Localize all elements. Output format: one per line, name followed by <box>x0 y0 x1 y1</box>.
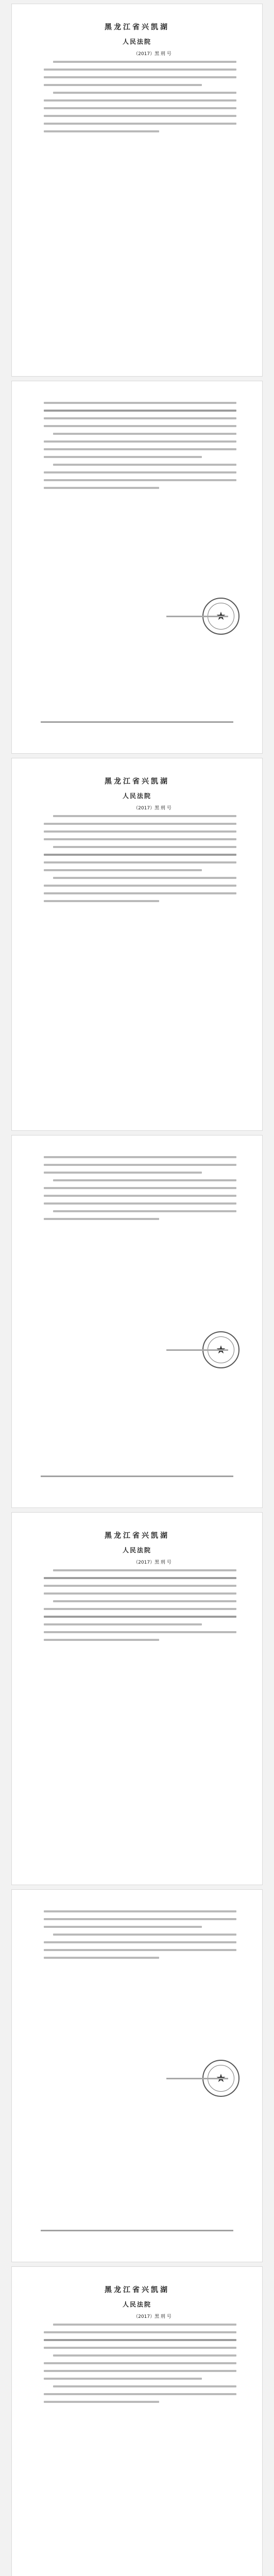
document-page-4 <box>12 1136 262 1507</box>
case-number: （2017）黑 刑 号 <box>133 1560 172 1565</box>
page-header <box>12 1513 262 1565</box>
document-body <box>44 402 236 495</box>
case-number: （2017）黑 刑 号 <box>133 2314 172 2319</box>
page-header <box>12 2267 262 2319</box>
case-number: （2017）黑 刑 号 <box>133 806 172 811</box>
document-title: 人民法院 <box>122 1547 151 1554</box>
document-title: 人民法院 <box>122 38 151 45</box>
document-page-3 <box>12 758 262 1130</box>
document-title: 人民法院 <box>122 792 151 800</box>
document-body <box>44 815 236 908</box>
document-page-5 <box>12 1513 262 1885</box>
document-page-6 <box>12 1890 262 2262</box>
court-name: 黑龙江省兴凯湖 <box>105 1532 169 1540</box>
document-title: 人民法院 <box>122 2301 151 2308</box>
document-page-1 <box>12 4 262 376</box>
document-body <box>44 2324 236 2409</box>
court-name: 黑龙江省兴凯湖 <box>105 2286 169 2294</box>
document-page-2 <box>12 381 262 753</box>
document-body <box>44 1569 236 1647</box>
document-page-7 <box>12 2267 262 2576</box>
court-name: 黑龙江省兴凯湖 <box>105 777 169 786</box>
document-body <box>44 1156 236 1226</box>
page-header <box>12 758 262 811</box>
case-number: （2017）黑 刑 号 <box>133 52 172 57</box>
court-name: 黑龙江省兴凯湖 <box>105 23 169 31</box>
document-body <box>44 1910 236 1964</box>
page-header <box>12 4 262 57</box>
document-body <box>44 61 236 138</box>
